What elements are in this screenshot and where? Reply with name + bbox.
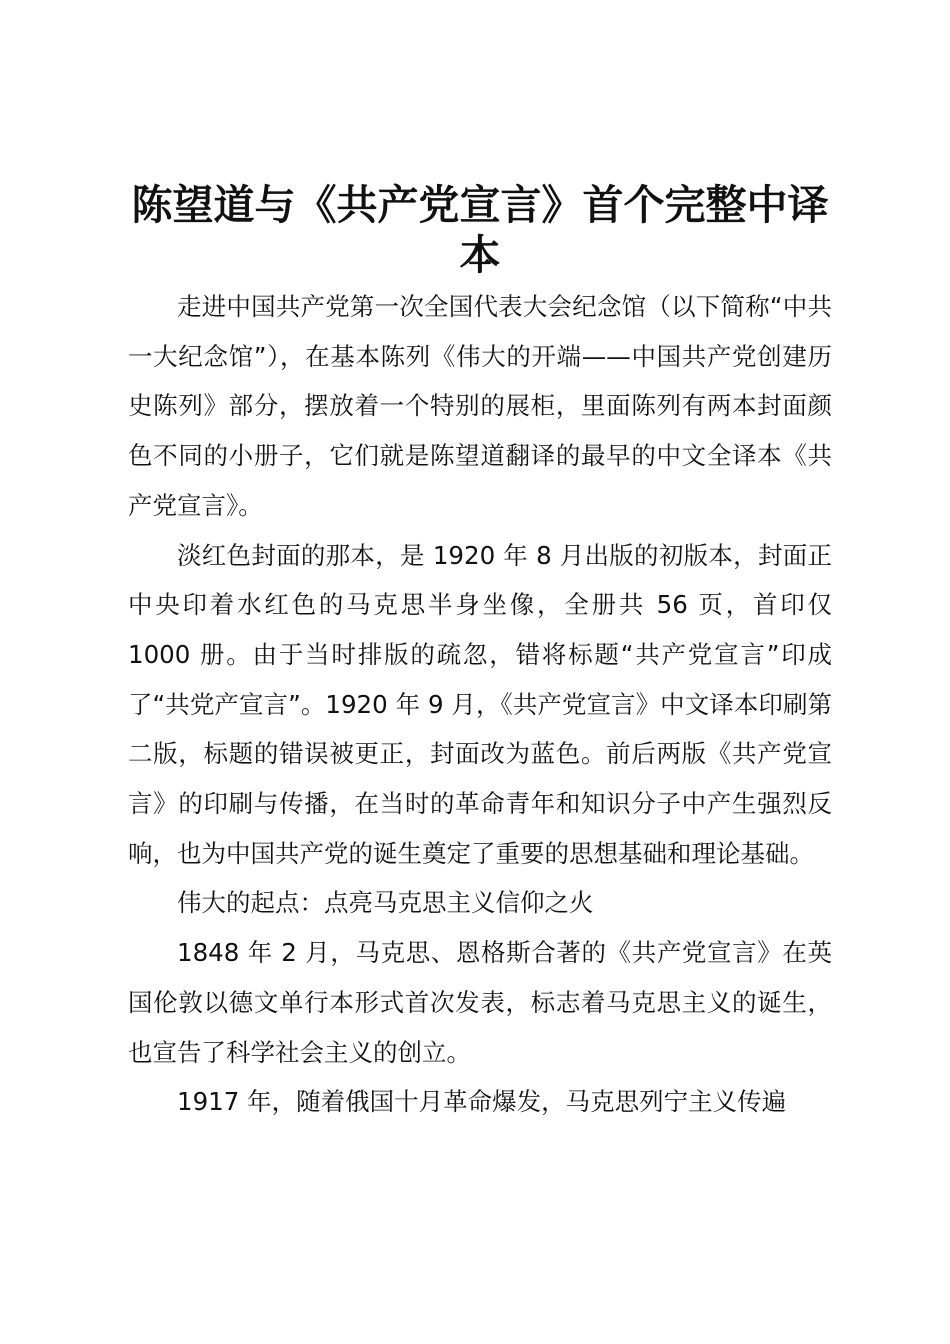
paragraph-1848: 1848 年 2 月，马克思、恩格斯合著的《共产党宣言》在英国伦敦以德文单行本形式首次发表，标志着马克思主义的诞生，也宣告了科学社会主义的创立。 — [128, 938, 832, 1067]
section-heading: 伟大的起点：点亮马克思主义信仰之火 — [177, 888, 594, 918]
document-body — [128, 282, 832, 1127]
paragraph-1917: 1917 年，随着俄国十月革命爆发，马克思列宁主义传遍 — [177, 1087, 787, 1117]
paragraph-intro: 走进中国共产党第一次全国代表大会纪念馆（以下简称“中共一大纪念馆”），在基本陈列《伟大的开端——中国共产党创建历史陈列》部分，摆放着一个特别的展柜，里面陈列有两本封面颜色不同的小册子，它们就是陈望道翻译的最早的中文全译本《共产党宣言》。 — [128, 292, 832, 520]
paragraph-first-edition: 淡红色封面的那本，是 1920 年 8 月出版的初版本，封面正中央印着水红色的马克思半身坐像，全册共 56 页，首印仅 1000 册。由于当时排版的疏忽，错将标题“共产党宣言”印成了“共党产宣言”。1920 年 9 月，《共产党宣言》中文译本印刷第二版，标题的错误被更正，封面改为蓝色。前后两版《共产党宣言》的印刷与传播，在当时的革命青年和知识分子中产生强烈反响，也为中国共产党的诞生奠定了重要的思想基础和理论基础。 — [128, 540, 832, 868]
document-title: 陈望道与《共产党宣言》首个完整中译本 — [131, 181, 829, 279]
